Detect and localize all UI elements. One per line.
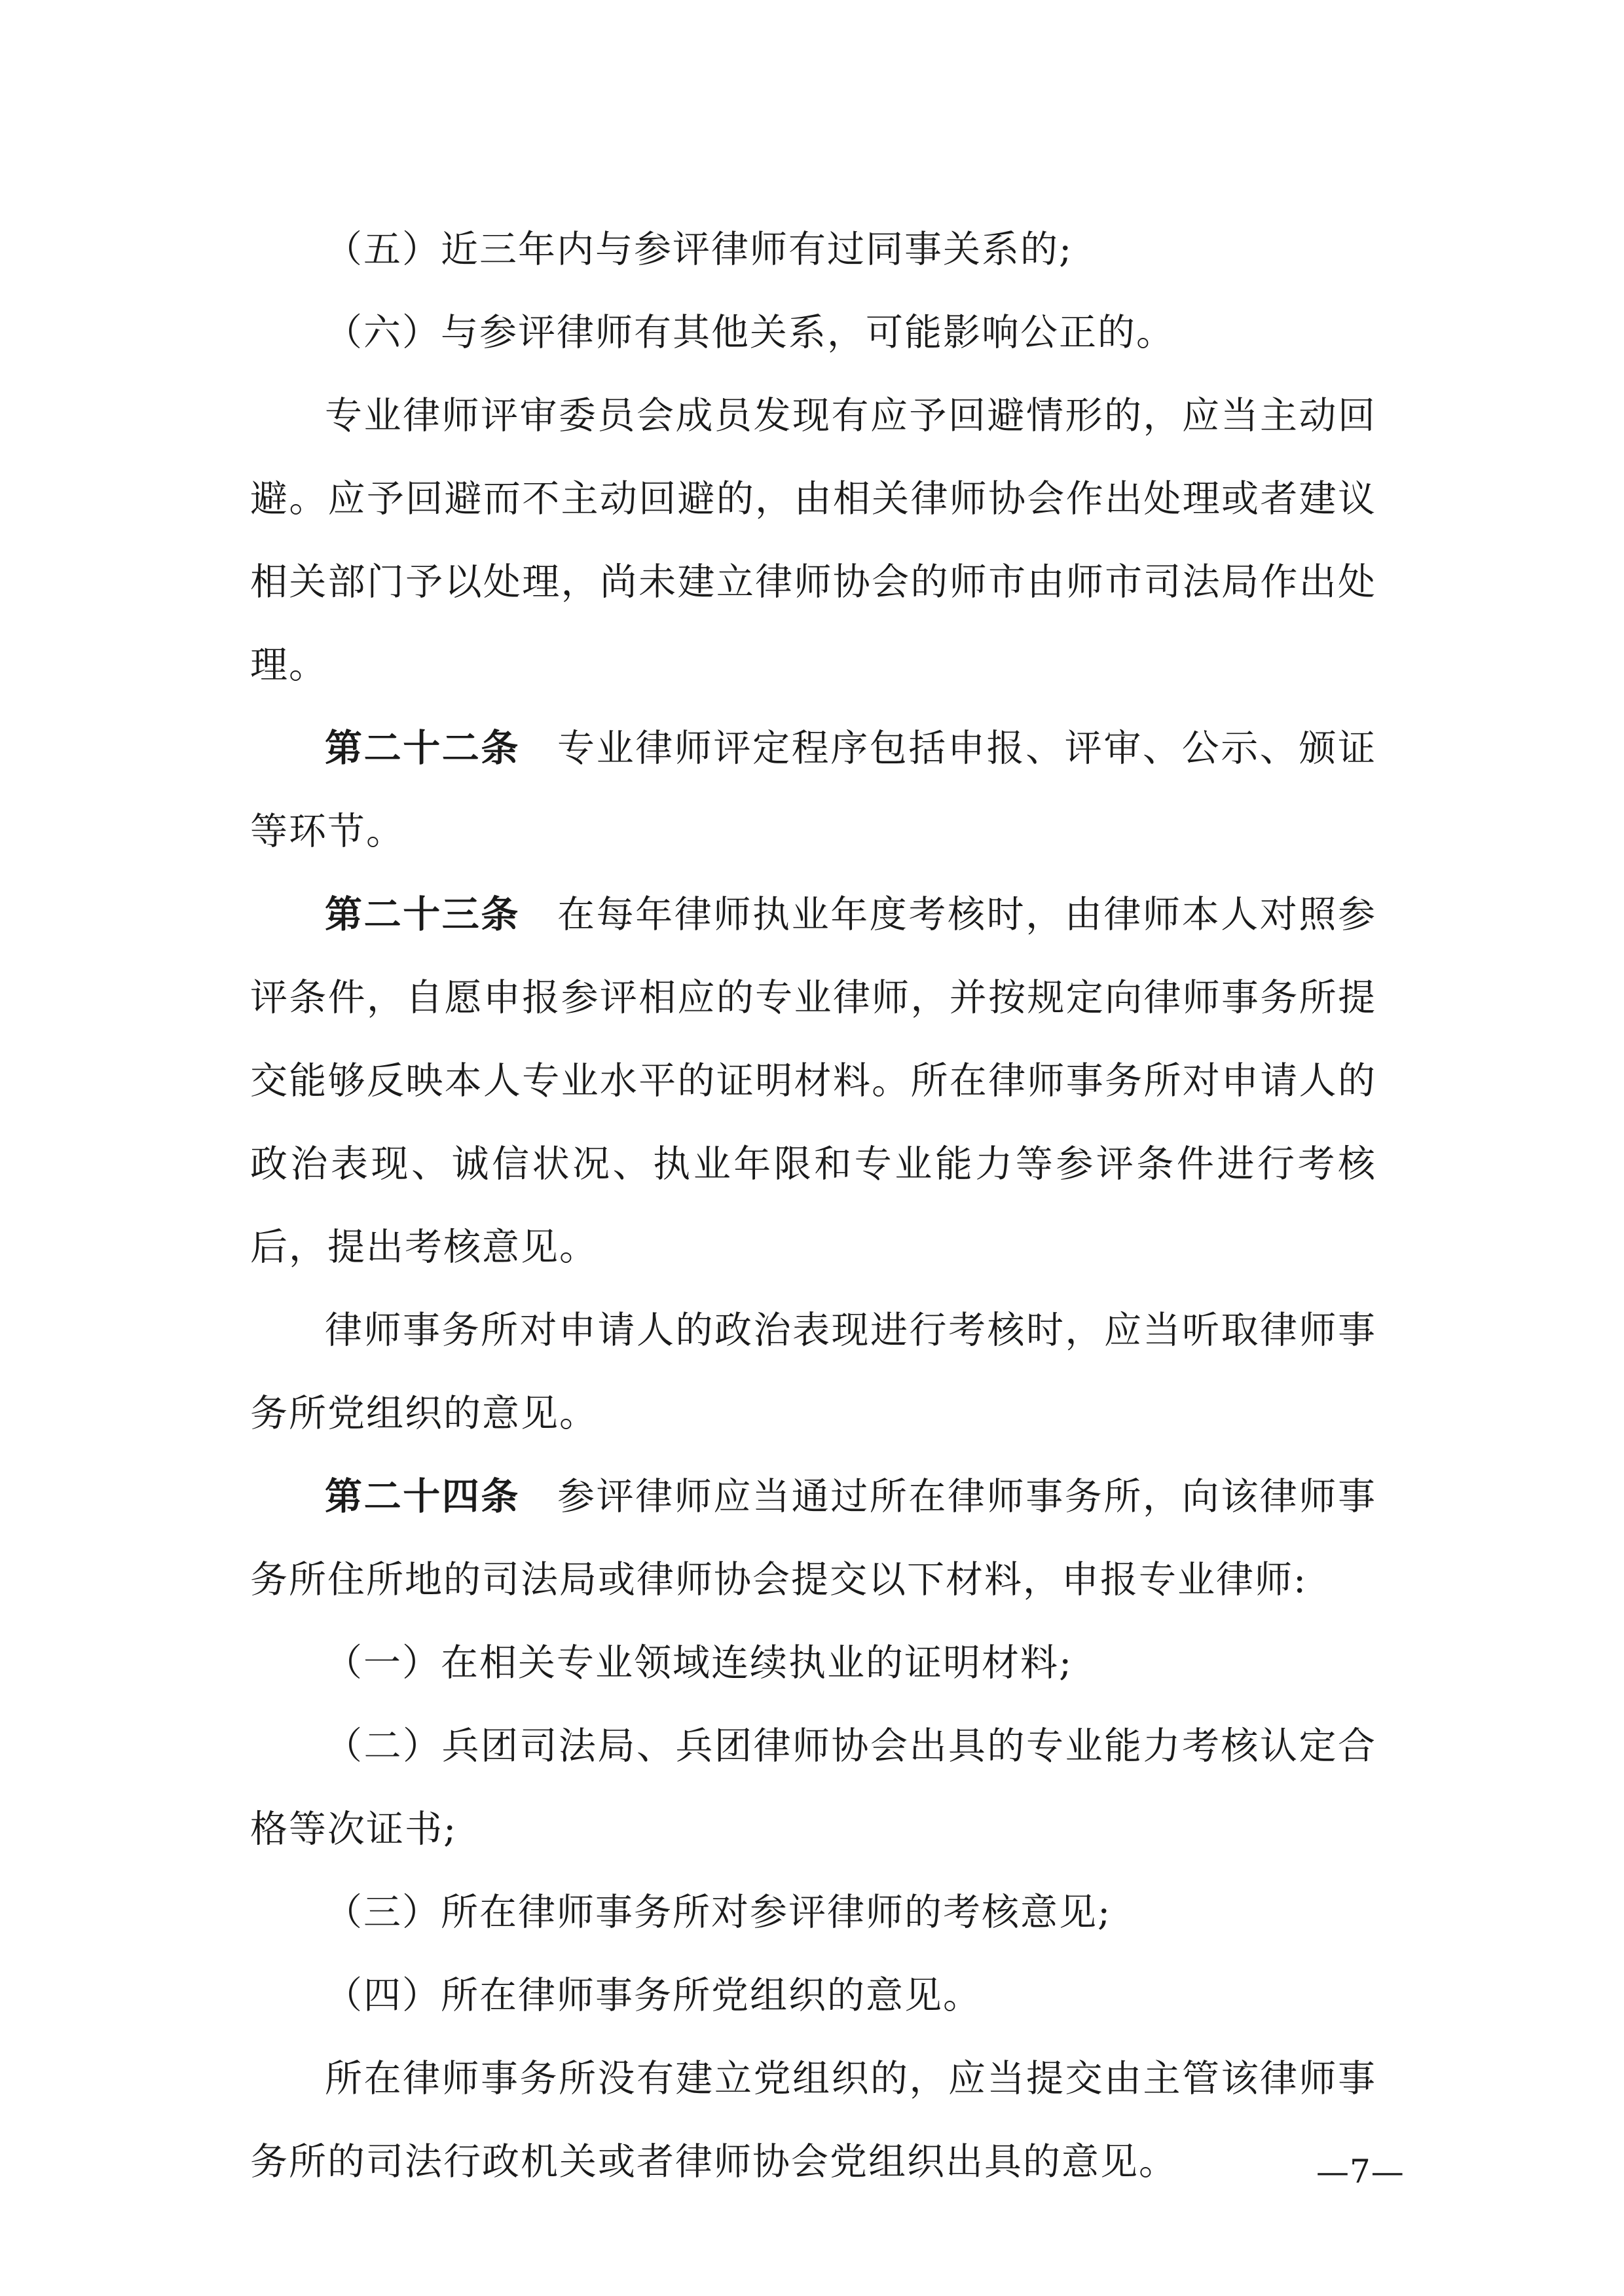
material-item-3 — [250, 1871, 1376, 1954]
paragraph-text: 专业律师评审委员会成员发现有应予回避情形的，应当主动回避。应予回避而不主动回避的，由相关律师协会作出处理或者建议相关部门予以处理，尚未建立律师协会的师市由师市司法局作出处理。 — [250, 394, 1376, 687]
paragraph-item-5 — [250, 208, 1376, 291]
article-24 — [250, 1455, 1376, 1622]
paragraph-party-opinion — [250, 1289, 1376, 1455]
paragraph-recusal-rule — [250, 374, 1376, 707]
article-22-text: 专业律师评定程序包括申报、评审、公示、颁证等环节。 — [250, 727, 1376, 853]
paragraph-text: （六）与参评律师有其他关系，可能影响公正的。 — [325, 311, 1175, 354]
article-22-heading: 第二十二条 — [325, 727, 520, 770]
material-item-1 — [250, 1622, 1376, 1705]
article-23-text: 在每年律师执业年度考核时，由律师本人对照参评条件，自愿申报参评相应的专业律师，并按规定向律师事务所提交能够反映本人专业水平的证明材料。所在律师事务所对申请人的政治表现、诚信状况、执业年限和专业能力等参评条件进行考核后，提出考核意见。 — [250, 893, 1376, 1269]
paragraph-text: （一）在相关专业领域连续执业的证明材料; — [325, 1641, 1073, 1685]
material-item-2 — [250, 1705, 1376, 1871]
article-24-heading: 第二十四条 — [325, 1475, 520, 1518]
material-item-4 — [250, 1954, 1376, 2037]
paragraph-no-party-org — [250, 2037, 1376, 2204]
article-24-text: 参评律师应当通过所在律师事务所，向该律师事务所住所地的司法局或律师协会提交以下材料，申报专业律师: — [250, 1475, 1376, 1601]
document-body — [250, 208, 1376, 2204]
paragraph-item-6 — [250, 291, 1376, 374]
paragraph-text: （二）兵团司法局、兵团律师协会出具的专业能力考核认定合格等次证书; — [250, 1724, 1376, 1851]
paragraph-text: 所在律师事务所没有建立党组织的，应当提交由主管该律师事务所的司法行政机关或者律师协会党组织出具的意见。 — [250, 2057, 1376, 2183]
article-23 — [250, 873, 1376, 1289]
article-23-heading: 第二十三条 — [325, 893, 520, 936]
paragraph-text: （三）所在律师事务所对参评律师的考核意见; — [325, 1891, 1112, 1934]
paragraph-text: （五）近三年内与参评律师有过同事关系的; — [325, 228, 1073, 271]
paragraph-text: （四）所在律师事务所党组织的意见。 — [325, 1974, 982, 2017]
article-22 — [250, 707, 1376, 873]
paragraph-text: 律师事务所对申请人的政治表现进行考核时，应当听取律师事务所党组织的意见。 — [250, 1309, 1376, 1435]
page-number: —7— — [1316, 2153, 1405, 2191]
